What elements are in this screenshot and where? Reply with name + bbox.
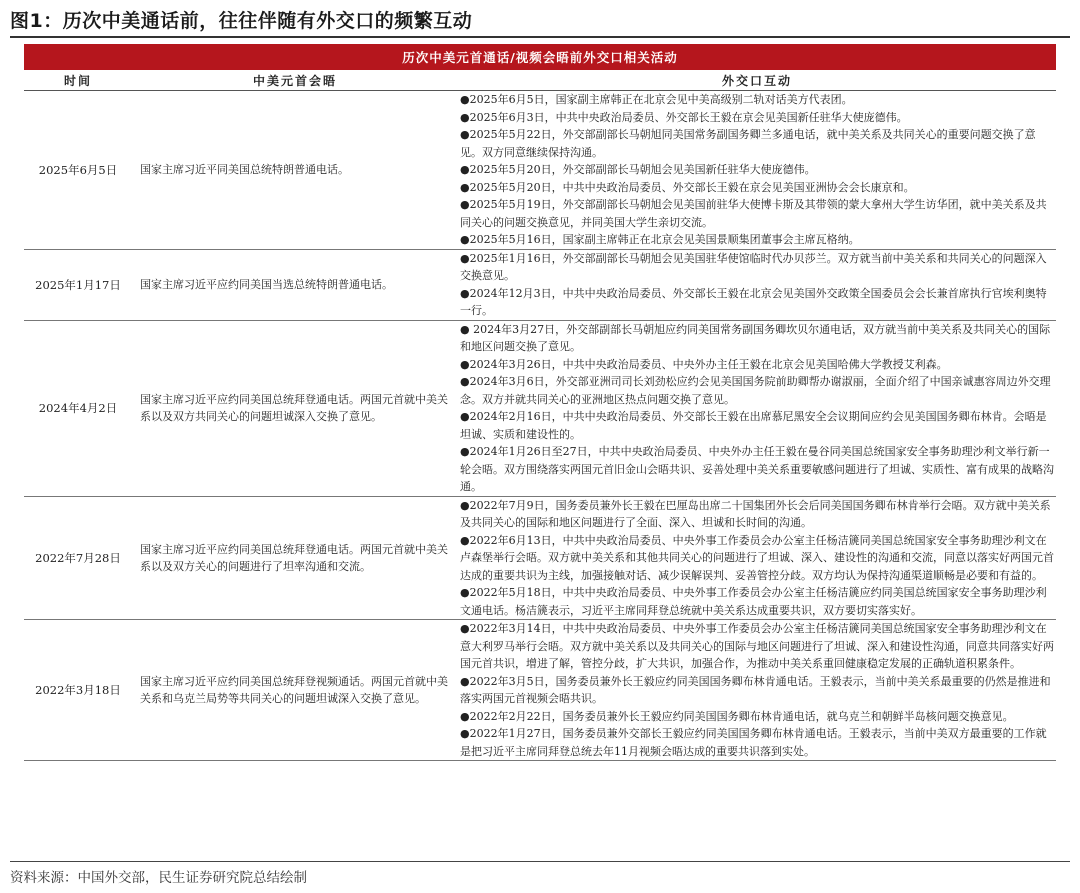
activity-item: ●2022年3月5日，国务委员兼外长王毅应约同美国国务卿布林肯通电话。王毅表示，当前中美关系最重要的仍然是推进和落实两国元首视频会晤共识。 [460, 674, 1051, 705]
row-date: 2024年4月2日 [24, 320, 132, 496]
activity-item: ●2024年2月16日，中共中央政治局委员、外交部长王毅在出席慕尼黑安全会议期间应约会见美国国务卿布林肯。会晤是坦诚、实质和建设性的。 [460, 410, 1047, 441]
column-header-time: 时间 [24, 70, 132, 91]
activity-item: ●2022年1月27日，国务委员兼外交部长王毅应约同美国国务卿布林肯通电话。王毅表示，当前中美双方最重要的工作就是把习近平主席同拜登总统去年11月视频会晤达成的重要共识落到实处。 [460, 727, 1047, 758]
activity-item: ●2022年5月18日，中共中央政治局委员、中央外事工作委员会办公室主任杨洁篪应约同美国总统国家安全事务助理沙利文通电话。杨洁篪表示，习近平主席同拜登总统就中美关系达成重要共识，双方要切实落实好。 [460, 586, 1047, 617]
activity-item: ●2025年1月16日，外交部副部长马朝旭会见美国驻华使馆临时代办贝莎兰。双方就当前中美关系和共同关心的问题深入交换意见。 [460, 251, 1047, 282]
row-summit: 国家主席习近平应约同美国总统拜登通电话。两国元首就中美关系以及双方共同关心的问题坦诚深入交换了意见。 [132, 320, 458, 496]
row-summit: 国家主席习近平应约同美国总统拜登视频通话。两国元首就中美关系和乌克兰局势等共同关心的问题坦诚深入交换了意见。 [132, 620, 458, 761]
activity-item: ●2022年2月22日，国务委员兼外长王毅应约同美国国务卿布林肯通电话，就乌克兰和朝鲜半岛核问题交换意见。 [460, 709, 1014, 723]
activity-item: ●2022年7月9日，国务委员兼外长王毅在巴厘岛出席二十国集团外长会后同美国国务卿布林肯举行会晤。双方就中美关系及共同关心的国际和地区问题进行了全面、深入、坦诚和长时间的沟通。 [460, 498, 1051, 529]
activity-item: ●2025年5月16日，国家副主席韩正在北京会见美国景顺集团董事会主席瓦格纳。 [460, 233, 860, 246]
activity-item: ●2025年5月19日，外交部副部长马朝旭会见美国前驻华大使博卡斯及其带领的蒙大拿州大学生访华团，就中美关系及共同关心的问题交换意见，并同美国大学生亲切交流。 [460, 198, 1047, 229]
row-summit: 国家主席习近平应约同美国当选总统特朗普通电话。 [132, 249, 458, 320]
table-row [24, 249, 1056, 320]
activity-item: ● 2024年3月27日，外交部副部长马朝旭应约同美国常务副国务卿坎贝尔通电话，双方就当前中美关系及共同关心的国际和地区问题交换了意见。 [460, 322, 1051, 353]
diplomacy-table [24, 44, 1056, 761]
source-rule [10, 861, 1070, 862]
activity-item: ●2025年6月3日，中共中央政治局委员、外交部长王毅在京会见美国新任驻华大使庞德伟。 [460, 110, 908, 124]
row-activities [458, 91, 1056, 250]
title-rule [10, 36, 1070, 38]
row-activities [458, 496, 1056, 620]
table-banner: 历次中美元首通话/视频会晤前外交口相关活动 [24, 44, 1056, 70]
activity-item: ●2024年3月6日，外交部亚洲司司长刘劲松应约会见美国国务院前助卿帮办谢淑丽，全面介绍了中国亲诚惠容周边外交理念。双方并就共同关心的亚洲地区热点问题交换了意见。 [460, 375, 1051, 406]
column-header-summit: 中美元首会晤 [132, 70, 458, 91]
activity-item: ●2022年3月14日，中共中央政治局委员、中央外事工作委员会办公室主任杨洁篪同美国总统国家安全事务助理沙利文在意大利罗马举行会晤。双方就中美关系以及共同关心的国际与地区问题进行了坦诚、深入和建设性沟通，同意共同落实好两国元首共识，增进了解，管控分歧，扩大共识，加强合作，为推动中美关系重回健康稳定发展的正确轨道积累条件。 [460, 622, 1054, 670]
source-note: 资料来源：中国外交部，民生证券研究院总结绘制 [10, 870, 307, 886]
row-summit: 国家主席习近平同美国总统特朗普通电话。 [132, 91, 458, 250]
row-date: 2025年1月17日 [24, 249, 132, 320]
table-row [24, 320, 1056, 496]
row-date: 2022年7月28日 [24, 496, 132, 620]
row-activities [458, 320, 1056, 496]
activity-item: ●2022年6月13日，中共中央政治局委员、中央外事工作委员会办公室主任杨洁篪同美国总统国家安全事务助理沙利文在卢森堡举行会晤。双方就中美关系和其他共同关心的问题进行了坦诚、深入、建设性的沟通和交流，同意以落实好两国元首达成的重要共识为主线，加强接触对话、减少误解误判、妥善管控分歧。双方均认为保持沟通渠道顺畅是必要和有益的。 [460, 533, 1054, 582]
activity-item: ●2025年6月5日，国家副主席韩正在北京会见中美高级别二轨对话美方代表团。 [460, 93, 853, 106]
column-header-diplomacy: 外交口互动 [458, 70, 1056, 91]
activity-item: ●2024年12月3日，中共中央政治局委员、外交部长王毅在北京会见美国外交政策全国委员会会长兼首席执行官埃利奥特一行。 [460, 286, 1047, 317]
row-summit: 国家主席习近平应约同美国总统拜登通电话。两国元首就中美关系以及双方关心的问题进行了坦率沟通和交流。 [132, 496, 458, 620]
activity-item: ●2024年3月26日，中共中央政治局委员、中央外办主任王毅在北京会见美国哈佛大学教授艾利森。 [460, 357, 948, 371]
table-row [24, 91, 1056, 250]
table-row [24, 620, 1056, 761]
activity-item: ●2025年5月20日，中共中央政治局委员、外交部长王毅在京会见美国亚洲协会会长康京和。 [460, 180, 915, 194]
row-date: 2022年3月18日 [24, 620, 132, 761]
row-activities [458, 249, 1056, 320]
activity-item: ●2025年5月20日，外交部副部长马朝旭会见美国新任驻华大使庞德伟。 [460, 163, 816, 176]
table-row [24, 496, 1056, 620]
activity-item: ●2025年5月22日，外交部副部长马朝旭同美国常务副国务卿兰多通电话，就中美关系及共同关心的重要问题交换了意见。双方同意继续保持沟通。 [460, 128, 1036, 159]
row-activities [458, 620, 1056, 761]
row-date: 2025年6月5日 [24, 91, 132, 250]
activity-item: ●2024年1月26日至27日，中共中央政治局委员、中央外办主任王毅在曼谷同美国总统国家安全事务助理沙利文举行新一轮会晤。双方围绕落实两国元首旧金山会晤共识、妥善处理中美关系重要敏感问题进行了坦诚、实质性、富有成果的战略沟通。 [460, 445, 1054, 493]
figure-title: 图1：历次中美通话前，往往伴随有外交口的频繁互动 [10, 10, 473, 32]
